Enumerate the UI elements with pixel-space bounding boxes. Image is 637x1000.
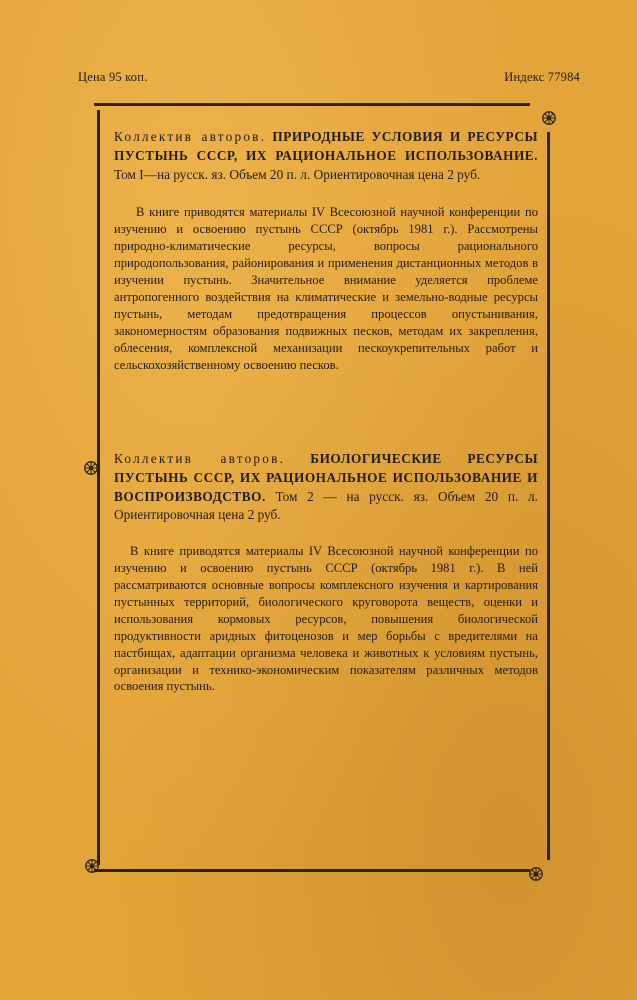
book-heading (114, 128, 538, 184)
book-heading (114, 450, 538, 525)
frame-left-rule (97, 110, 100, 865)
book-title: ПРИРОДНЫЕ УСЛОВИЯ И РЕСУРСЫ ПУСТЫНЬ СССР, ИХ РАЦИОНАЛЬНОЕ ИСПОЛЬЗОВАНИЕ. (114, 129, 538, 163)
catalog-index-label: Индекс 77984 (504, 70, 580, 84)
book-authors: Коллектив авторов. (114, 129, 267, 144)
frame-right-rule (547, 132, 550, 860)
book-details: Том I—на русск. яз. Объем 20 п. л. Ориентировочная цена 2 руб. (114, 166, 481, 182)
book-details: Том 2 — на русск. яз. Объем 20 п. л. Ориентировочная цена 2 руб. (114, 488, 538, 523)
book-title: БИОЛОГИЧЕСКИЕ РЕСУРСЫ ПУСТЫНЬ СССР, ИХ РАЦИОНАЛЬНОЕ ИСПОЛЬЗОВАНИЕ И ВОСПРОИЗВОДСТВО. (114, 451, 538, 504)
flower-ornament-icon (541, 110, 557, 126)
flower-ornament-icon (83, 460, 99, 476)
flower-ornament-icon (528, 866, 544, 882)
flower-ornament-icon (84, 858, 100, 874)
book-announcement-2 (114, 450, 538, 695)
frame-bottom-rule (94, 869, 530, 872)
price-label: Цена 95 коп. (78, 70, 148, 84)
book-abstract: В книге приводятся материалы IV Всесоюзной научной конференции по изучению и освоению пустынь СССР (октябрь 1981 г.). Рассмотрены природно-климатические ресурсы, вопросы рационального природопользования, районирования и применения дистанционных методов в изучении пустынь. Значительное внимание уделяется проблеме антропогенного воздействия на климатические и земельно-водные ресурсы пустынь, методам предотвращения процессов опустынивания, закономерностям образования подвижных песков, методам их закрепления, облесения, комплексной механизации пескоукрепительных работ и сельскохозяйственному освоению песков. (114, 205, 538, 372)
book-abstract: В книге приводятся материалы IV Всесоюзной научной конференции по изучению и освоению пустынь СССР (октябрь 1981 г.). В ней рассматриваются основные вопросы комплексного изучения и картирования пустынных территорий, биологического круговорота веществ, оценки и использования кормовых ресурсов, повышения биологической продуктивности аридных фитоценозов и мер борьбы с вредителями на пастбищах, адаптации организма человека и животных к условиям пустынь, организации и технико-экономическим показателям различных методов освоения пустынь. (114, 544, 538, 694)
frame-top-rule (94, 103, 530, 106)
book-announcement-1 (114, 128, 538, 373)
book-authors: Коллектив авторов. (114, 451, 286, 466)
